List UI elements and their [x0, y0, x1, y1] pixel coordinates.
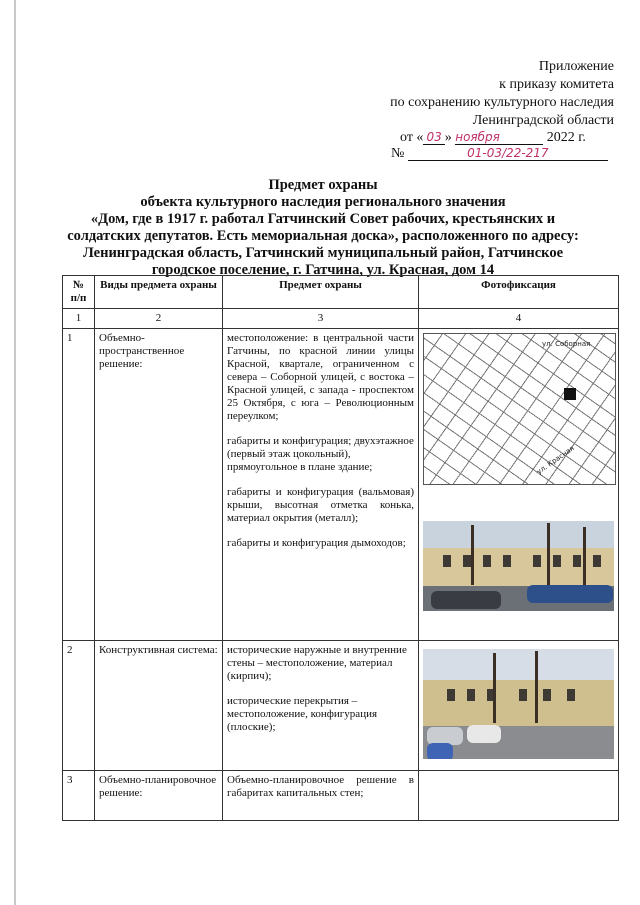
header-line: к приказу комитета: [499, 77, 614, 92]
header-subject: Предмет охраны: [223, 276, 419, 309]
row-num: 1: [63, 329, 95, 641]
table-row: [63, 771, 619, 821]
order-number: [391, 146, 616, 162]
row-subject: [223, 329, 419, 641]
colnum-cell: 1: [63, 309, 95, 329]
subject-item: габариты и конфигурация; двухэтажное (первый этаж цокольный), прямоугольное в плане здание;: [227, 435, 414, 473]
title-line: «Дом, где в 1917 г. работал Гатчинский Совет рабочих, крестьянских и: [90, 211, 556, 227]
title-line: солдатских депутатов. Есть мемориальная доска», расположенного по адресу:: [67, 228, 579, 244]
map-label: ул. Красная: [535, 444, 576, 476]
row-type: Конструктивная система:: [95, 641, 223, 771]
map-label: ул. Соборная: [542, 340, 591, 348]
subject-item: Объемно-планировочное решение в габаритах капитальных стен;: [227, 774, 414, 799]
row-type: Объемно-пространственное решение:: [95, 329, 223, 641]
column-number-row: [63, 309, 619, 329]
header-type: Виды предмета охраны: [95, 276, 223, 309]
object-location-marker: [564, 388, 576, 400]
building-photo: [423, 649, 614, 759]
table-row: [63, 329, 619, 641]
row-photo: [419, 771, 619, 821]
scan-page-edge: [14, 0, 16, 905]
date-prefix: от «: [400, 130, 424, 145]
title-line: Ленинградская область, Гатчинский муниципальный район, Гатчинское: [82, 245, 564, 261]
document-title: [30, 177, 616, 279]
date-day-handwritten: 03: [423, 130, 444, 145]
date-year: 2022 г.: [546, 130, 586, 145]
building-photo: [423, 521, 614, 611]
appendix-header: [284, 58, 614, 130]
row-subject: [223, 771, 419, 821]
title-line: Предмет охраны: [268, 177, 378, 193]
number-prefix: №: [391, 146, 405, 161]
cadastral-map-image: [423, 333, 616, 485]
header-line: Ленинградской области: [472, 113, 614, 128]
row-photo: [419, 329, 619, 641]
subject-item: габариты и конфигурация (вальмовая) крыши, высотная отметка конька, материал окрытия (металл);: [227, 486, 414, 524]
header-photo: Фотофиксация: [419, 276, 619, 309]
subject-item: исторические перекрытия – местоположение, конфигурация (плоские);: [227, 695, 378, 733]
row-type: Объемно-планировочное решение:: [95, 771, 223, 821]
header-num: № п/п: [63, 276, 95, 309]
colnum-cell: 2: [95, 309, 223, 329]
number-handwritten: 01-03/22-217: [408, 146, 608, 161]
row-photo: [419, 641, 619, 771]
colnum-cell: 3: [223, 309, 419, 329]
table-row: [63, 641, 619, 771]
order-date: [400, 130, 586, 146]
subject-item: местоположение: в центральной части Гатчины, по красной линии улицы Красной, квартале, ограниченном с севера – Соборной улицей, с востока – Красной улицей, с запада - проспектом 25 Октября, с юга – Революционным переулком;: [227, 332, 414, 422]
row-subject: [223, 641, 419, 771]
subject-item: исторические наружные и внутренние стены – местоположение, материал (кирпич);: [227, 644, 407, 682]
protection-table: [62, 275, 619, 821]
colnum-cell: 4: [419, 309, 619, 329]
row-num: 3: [63, 771, 95, 821]
date-month-handwritten: ноября: [455, 130, 543, 145]
header-line: Приложение: [538, 59, 614, 74]
title-line: городское поселение, г. Гатчина, ул. Красная, дом 14: [151, 262, 495, 278]
header-line: по сохранению культурного наследия: [390, 95, 614, 110]
date-mid: »: [444, 130, 452, 145]
subject-item: габариты и конфигурация дымоходов;: [227, 537, 406, 549]
title-line: объекта культурного наследия регионального значения: [140, 194, 506, 210]
row-num: 2: [63, 641, 95, 771]
table-header-row: [63, 276, 619, 309]
